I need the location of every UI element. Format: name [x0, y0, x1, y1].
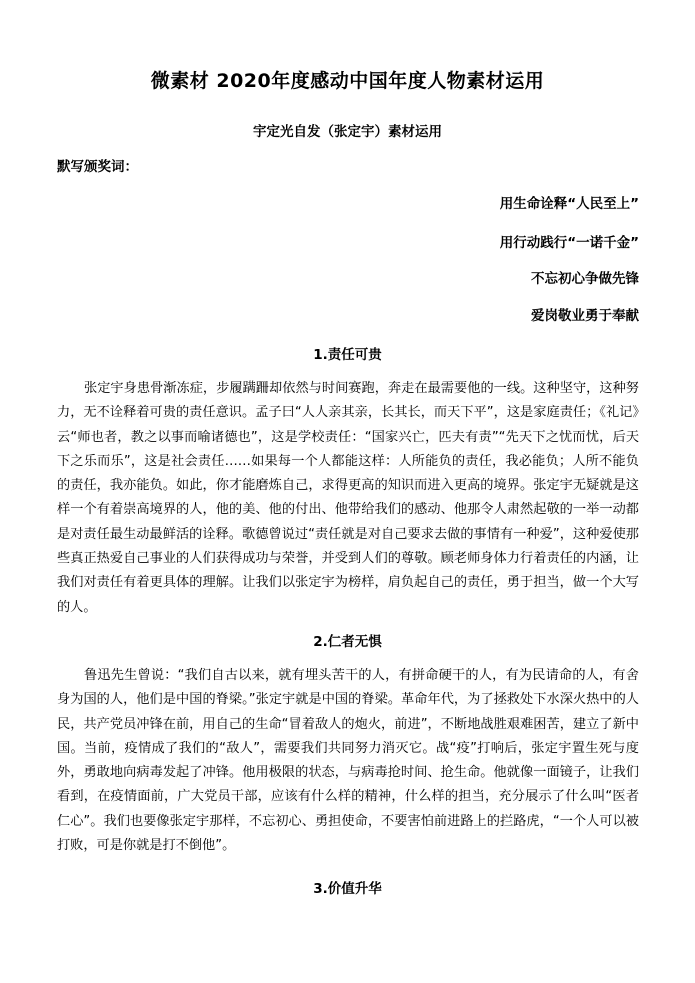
award-label: 默写颁奖词： — [57, 159, 138, 175]
section-paragraph: 张定宇身患骨渐冻症，步履蹒跚却依然与时间赛跑，奔走在最需要他的一线。这种坚守，这种努力，无不诠释着可贵的责任意识。孟子曰“人人亲其亲，长其长，而天下平”，这是家庭责任；《礼记》云“师也者，教之以事而喻诸德也”，这是学校责任：“国家兴亡，匹夫有责”“先天下之忧而忧，后天下之乐而乐”，这是社会责任……如果每一个人都能这样：人所能负的责任，我必能负；人所不能负的责任，我亦能负。如此，你才能磨炼自己，求得更高的知识而进入更高的境界。张定宇无疑就是这样一个有着崇高境界的人，他的美、他的付出、他带给我们的感动、他那令人肃然起敬的一举一动都是对责任最生动最鲜活的诠释。歌德曾说过“责任就是对自己要求去做的事情有一种爱”，这种爱使那些真正热爱自己事业的人们获得成功与荣誉，并受到人们的尊敬。顾老师身体力行着责任的内涵，让我们对责任有着更具体的理解。让我们以张定宇为榜样，肩负起自己的责任，勇于担当，做一个大写的人。 — [57, 381, 639, 615]
award-line: 爱岗敬业勇于奉献 — [531, 308, 639, 324]
section-paragraph: 鲁迅先生曾说：“我们自古以来，就有埋头苦干的人，有拼命硬干的人，有为民请命的人，有舍身为国的人，他们是中国的脊梁。”张定宇就是中国的脊梁。革命年代，为了拯救处下水深火热中的人民，共产党员冲锋在前，用自己的生命“冒着敌人的炮火，前进”，不断地战胜艰难困苦，建立了新中国。当前，疫情成了我们的“敌人”，需要我们共同努力消灭它。战“疫”打响后，张定宇置生死与度外，勇敢地向病毒发起了冲锋。他用极限的状态，与病毒抢时间、抢生命。他就像一面镜子，让我们看到，在疫情面前，广大党员干部，应该有什么样的精神，什么样的担当，充分展示了什么叫“医者仁心”。我们也要像张定宇那样，不忘初心、勇担使命，不要害怕前进路上的拦路虎，“一个人可以被打败，可是你就是打不倒他”。 — [57, 668, 639, 854]
award-line: 用行动践行“一诺千金” — [499, 235, 639, 251]
section-heading: 1.责任可贵 — [313, 347, 382, 363]
award-line: 不忘初心争做先锋 — [531, 271, 639, 287]
section-heading: 2.仁者无惧 — [313, 634, 382, 650]
document-subtitle: 宇定光自发（张定宇）素材运用 — [253, 124, 442, 140]
section-heading: 3.价值升华 — [313, 881, 382, 897]
document-title: 微素材 2020年度感动中国年度人物素材运用 — [150, 70, 545, 92]
award-line: 用生命诠释“人民至上” — [499, 196, 639, 212]
